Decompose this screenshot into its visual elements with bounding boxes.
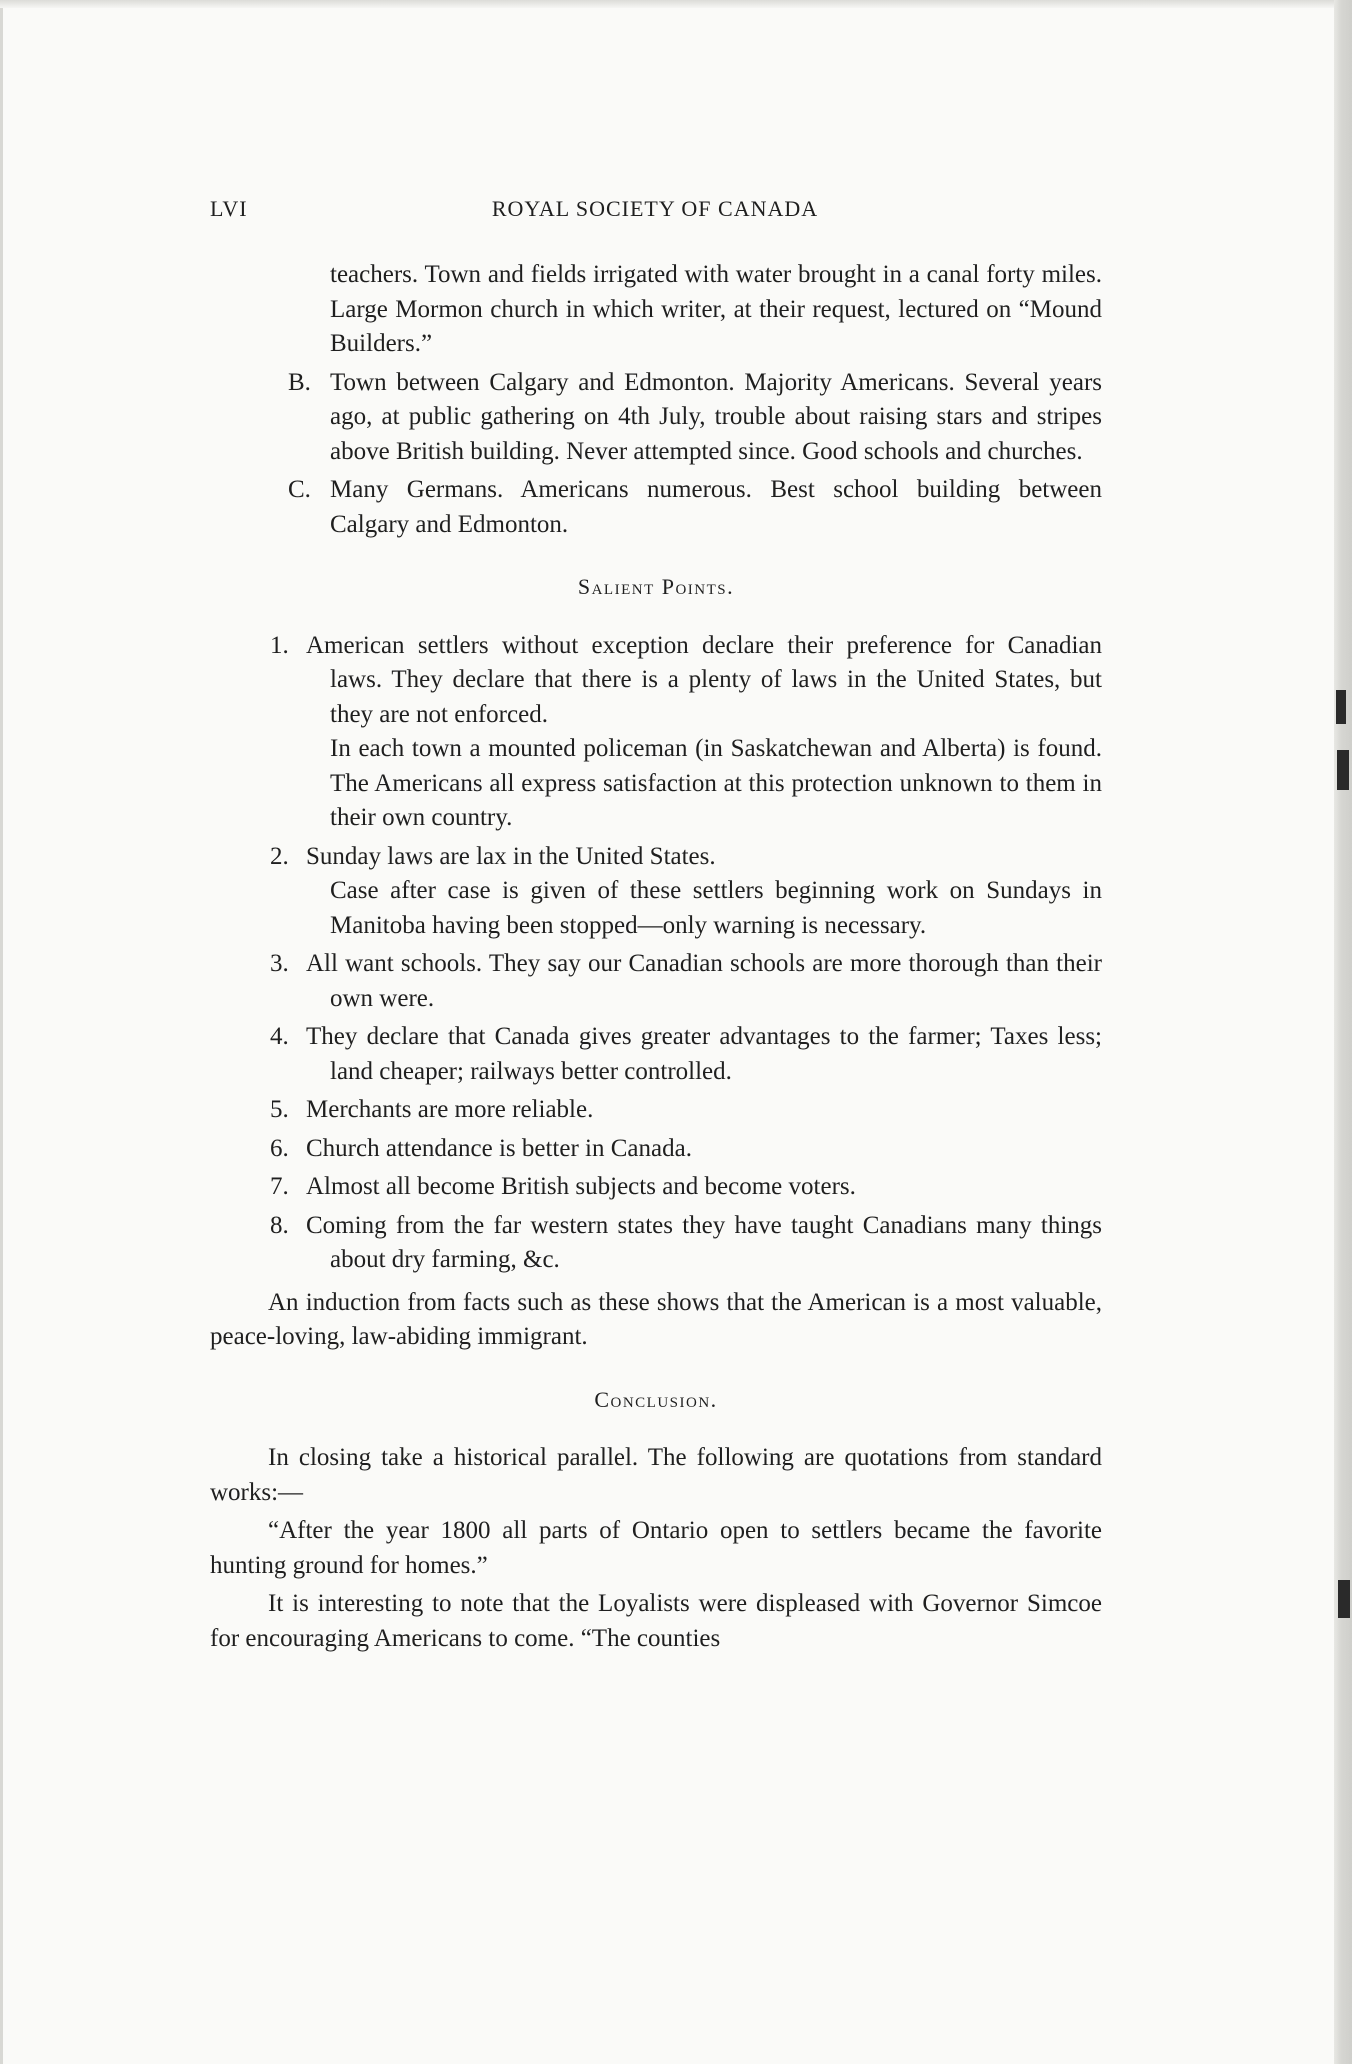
conclusion-paragraph: In closing take a historical parallel. The following are quotations from standard works:—	[210, 1444, 1102, 1506]
item-number: 8.	[270, 1211, 289, 1239]
item-number: 4.	[270, 1023, 289, 1050]
conclusion-paragraph: It is interesting to note that the Loyalists were displeased with Governor Simcoe for encouraging Americans to come. “The counties	[210, 1590, 1102, 1652]
item-number: 6.	[270, 1134, 289, 1162]
list-item	[210, 1093, 1102, 1128]
item-text: Almost all become British subjects and become voters.	[306, 1173, 856, 1200]
item-number: 3.	[270, 950, 289, 977]
summary-paragraph: An induction from facts such as these shows that the American is a most valuable, peace-loving, law-abiding immigrant.	[210, 1288, 1102, 1350]
running-head	[210, 196, 1100, 228]
list-item	[210, 1170, 1102, 1205]
item-number: 7.	[270, 1173, 289, 1200]
edge-mark	[1337, 750, 1349, 790]
item-number: 5.	[270, 1096, 289, 1123]
entry-mark: C.	[288, 476, 311, 503]
item-number: 2.	[270, 842, 289, 870]
item-text: Merchants are more reliable.	[306, 1096, 594, 1123]
edge-mark	[1338, 1580, 1350, 1618]
list-item	[210, 840, 1102, 875]
item-text: They declare that Canada gives greater advantages to the farmer; Taxes less; land cheaper; railways better controlled.	[306, 1023, 1102, 1085]
section-heading-salient-points: Salient Points.	[577, 574, 735, 599]
edge-mark	[1336, 690, 1346, 724]
section-heading-conclusion: Conclusion.	[594, 1386, 718, 1412]
list-item-continuation: Case after case is given of these settlers beginning work on Sundays in Manitoba having been stopped—only warning is necessary.	[330, 877, 1102, 939]
list-item	[210, 1132, 1102, 1167]
list-item-continuation: In each town a mounted policeman (in Saskatchewan and Alberta) is found. The Americans all express satisfaction at this protection unknown to them in their own country.	[330, 735, 1102, 831]
list-item	[210, 1020, 1102, 1089]
page-number: LVI	[210, 196, 248, 221]
list-item	[210, 1209, 1102, 1278]
opening-paragraph: teachers. Town and fields irrigated with water brought in a canal forty miles. Large Mormon church in which writer, at their request, lectured on “Mound Builders.”	[330, 261, 1102, 357]
salient-points-list	[210, 629, 1102, 1278]
entry-text: Town between Calgary and Edmonton. Majority Americans. Several years ago, at public gathering on 4th July, trouble about raising stars and stripes above British building. Never attempted since. Good schools and churches.	[330, 368, 1102, 465]
item-text: All want schools. They say our Canadian schools are more thorough than their own were.	[306, 950, 1102, 1012]
item-text: American settlers without exception declare their preference for Canadian laws. They declare that there is a plenty of laws in the United States, but they are not enforced.	[306, 631, 1102, 728]
town-entry-b	[210, 366, 1102, 470]
item-text: Church attendance is better in Canada.	[306, 1134, 692, 1162]
item-text: Sunday laws are lax in the United States.	[306, 842, 716, 870]
entry-mark: B.	[288, 368, 311, 396]
item-text: Coming from the far western states they have taught Canadians many things about dry farming, &c.	[306, 1211, 1102, 1273]
list-item	[210, 629, 1102, 733]
entry-text: Many Germans. Americans numerous. Best school building between Calgary and Edmonton.	[330, 476, 1102, 538]
body-text	[210, 258, 1102, 1656]
page-top-edge	[0, 0, 1352, 8]
quotation-paragraph: “After the year 1800 all parts of Ontario open to settlers became the favorite hunting ground for homes.”	[210, 1517, 1102, 1579]
item-number: 1.	[270, 631, 289, 659]
running-title: ROYAL SOCIETY OF CANADA	[491, 196, 819, 221]
page-right-edge	[1334, 0, 1352, 2064]
town-entry-c	[210, 473, 1102, 542]
list-item	[210, 947, 1102, 1016]
